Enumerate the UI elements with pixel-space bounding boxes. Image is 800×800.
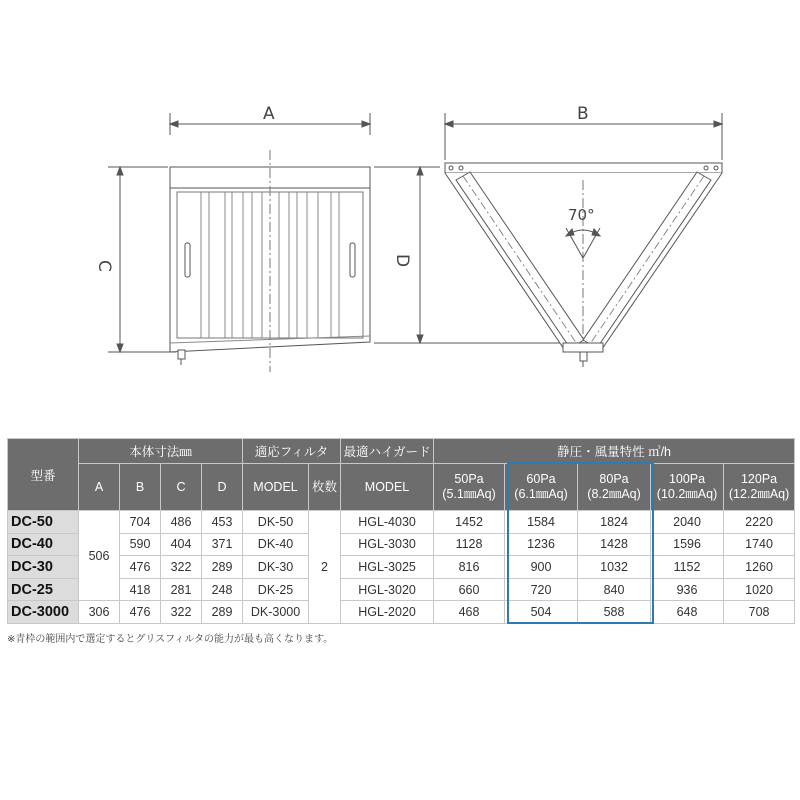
cell-b: 590 — [120, 533, 161, 556]
header-80pa: 80Pa (8.2㎜Aq) — [578, 464, 651, 511]
header-50pa: 50Pa (5.1㎜Aq) — [434, 464, 505, 511]
header-60pa: 60Pa (6.1㎜Aq) — [505, 464, 578, 511]
header-filter: 適応フィルタ — [243, 439, 341, 464]
cell-a: 306 — [79, 601, 120, 624]
table-row — [8, 511, 795, 534]
cell-b: 476 — [120, 556, 161, 579]
cell-hygard: HGL-2020 — [341, 601, 434, 624]
row-model: DC-25 — [8, 578, 79, 601]
cell-d: 289 — [202, 601, 243, 624]
cell-50pa: 1452 — [434, 511, 505, 534]
cell-120pa: 708 — [724, 601, 795, 624]
footnote: ※青枠の範囲内で選定するとグリスフィルタの能力が最も高くなります。 — [7, 634, 334, 645]
cell-100pa: 936 — [651, 578, 724, 601]
header-120pa: 120Pa (12.2㎜Aq) — [724, 464, 795, 511]
row-model: DC-3000 — [8, 601, 79, 624]
cell-b: 418 — [120, 578, 161, 601]
cell-d: 289 — [202, 556, 243, 579]
header-a: A — [79, 464, 120, 511]
cell-c: 281 — [161, 578, 202, 601]
cell-60pa: 504 — [505, 601, 578, 624]
table-row — [8, 601, 795, 624]
cell-60pa: 1236 — [505, 533, 578, 556]
cell-100pa: 2040 — [651, 511, 724, 534]
table-row — [8, 556, 795, 579]
cell-80pa: 1428 — [578, 533, 651, 556]
front-view — [108, 113, 370, 372]
cell-80pa: 1824 — [578, 511, 651, 534]
cell-c: 486 — [161, 511, 202, 534]
row-model: DC-30 — [8, 556, 79, 579]
cell-d: 371 — [202, 533, 243, 556]
header-100pa: 100Pa (10.2㎜Aq) — [651, 464, 724, 511]
cell-c: 322 — [161, 601, 202, 624]
cell-filter: DK-3000 — [243, 601, 309, 624]
cell-b: 476 — [120, 601, 161, 624]
cell-count-shared: 2 — [309, 511, 341, 624]
cell-60pa: 720 — [505, 578, 578, 601]
cell-50pa: 468 — [434, 601, 505, 624]
side-view — [374, 113, 722, 367]
cell-hygard: HGL-3030 — [341, 533, 434, 556]
cell-filter: DK-25 — [243, 578, 309, 601]
cell-60pa: 900 — [505, 556, 578, 579]
dim-c-label: C — [94, 260, 114, 272]
cell-filter: DK-30 — [243, 556, 309, 579]
cell-80pa: 1032 — [578, 556, 651, 579]
cell-d: 248 — [202, 578, 243, 601]
header-count: 枚数 — [309, 464, 341, 511]
header-d: D — [202, 464, 243, 511]
cell-c: 322 — [161, 556, 202, 579]
spec-table — [7, 438, 795, 624]
dim-d-label: D — [392, 254, 412, 268]
cell-120pa: 2220 — [724, 511, 795, 534]
cell-120pa: 1260 — [724, 556, 795, 579]
row-model: DC-50 — [8, 511, 79, 534]
dim-b-label: B — [577, 104, 589, 124]
table-row — [8, 533, 795, 556]
cell-100pa: 1152 — [651, 556, 724, 579]
angle-label: 70° — [568, 206, 595, 224]
cell-b: 704 — [120, 511, 161, 534]
header-c: C — [161, 464, 202, 511]
header-hygard: 最適ハイガード — [341, 439, 434, 464]
cell-c: 404 — [161, 533, 202, 556]
cell-filter: DK-40 — [243, 533, 309, 556]
cell-80pa: 588 — [578, 601, 651, 624]
row-model: DC-40 — [8, 533, 79, 556]
cell-d: 453 — [202, 511, 243, 534]
cell-100pa: 648 — [651, 601, 724, 624]
header-body-dims: 本体寸法㎜ — [79, 439, 243, 464]
table-row — [8, 578, 795, 601]
header-hygard-model: MODEL — [341, 464, 434, 511]
cell-hygard: HGL-3020 — [341, 578, 434, 601]
cell-100pa: 1596 — [651, 533, 724, 556]
cell-hygard: HGL-4030 — [341, 511, 434, 534]
cell-60pa: 1584 — [505, 511, 578, 534]
cell-hygard: HGL-3025 — [341, 556, 434, 579]
cell-50pa: 816 — [434, 556, 505, 579]
dim-a-label: A — [263, 104, 275, 124]
header-model: 型番 — [8, 439, 79, 511]
cell-a-shared: 506 — [79, 511, 120, 601]
cell-filter: DK-50 — [243, 511, 309, 534]
header-airflow: 静圧・風量特性 ㎥/h — [434, 439, 795, 464]
cell-120pa: 1020 — [724, 578, 795, 601]
header-filter-model: MODEL — [243, 464, 309, 511]
cell-50pa: 660 — [434, 578, 505, 601]
cell-80pa: 840 — [578, 578, 651, 601]
header-b: B — [120, 464, 161, 511]
cell-120pa: 1740 — [724, 533, 795, 556]
cell-50pa: 1128 — [434, 533, 505, 556]
